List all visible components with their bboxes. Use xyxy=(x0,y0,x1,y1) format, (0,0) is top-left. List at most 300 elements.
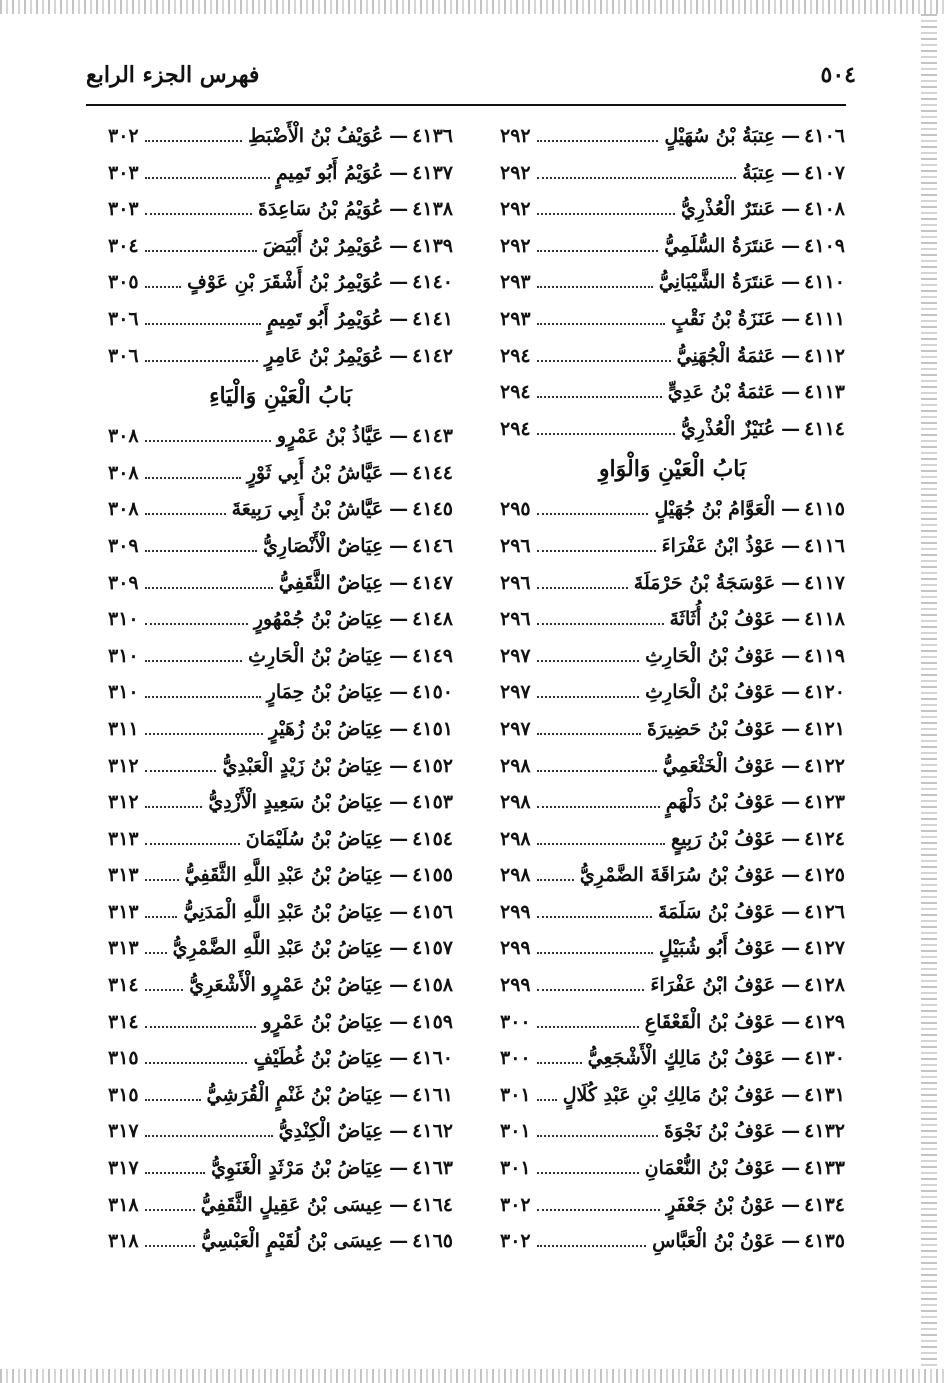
entry-number: ٤١٢٨ xyxy=(804,974,845,997)
index-entry xyxy=(108,191,453,228)
dot-leader xyxy=(145,733,263,735)
entry-page: ٢٩٤ xyxy=(500,417,531,440)
entry-name: عَوْفُ بْنُ سُرَاقَةَ الضَّمْرِيُّ xyxy=(579,864,776,887)
dot-leader xyxy=(537,396,662,398)
index-entry xyxy=(108,455,453,492)
entry-number: ٤١١٨ xyxy=(804,608,845,631)
entry-name: عِيَاضٌ الْأَنْصَارِيُّ xyxy=(263,534,384,557)
entry-name: عِيَاضُ بْنُ الْحَارِثِ xyxy=(248,644,384,667)
dot-leader xyxy=(537,916,652,918)
header-rule xyxy=(86,104,846,106)
dot-leader xyxy=(537,550,656,552)
index-entry xyxy=(500,1223,845,1260)
entry-number: ٤١١١ xyxy=(804,307,845,330)
entry-page: ٣١٨ xyxy=(108,1193,139,1216)
index-entry xyxy=(108,1113,453,1150)
entry-name: عِتبَةُ بْنُ سُهَيْلٍ xyxy=(664,125,776,147)
entry-page: ٣١٠ xyxy=(108,644,139,667)
entry-page: ٢٩٨ xyxy=(500,827,531,850)
dot-leader xyxy=(145,623,248,625)
entry-dash: — xyxy=(781,271,801,294)
entry-number: ٤١٥٧ xyxy=(412,937,453,960)
entry-name: عَوْفُ ابْنُ عَفْرَاءَ xyxy=(650,974,776,997)
index-entry xyxy=(108,118,453,155)
dot-leader xyxy=(537,323,666,325)
index-entry xyxy=(108,638,453,675)
entry-dash: — xyxy=(781,644,801,667)
entry-name: عَوْفُ بْنُ مَالِكٍ الْأَشْجَعِيُّ xyxy=(587,1047,776,1070)
index-entry xyxy=(500,1040,845,1077)
entry-page: ٢٩٨ xyxy=(500,754,531,777)
entry-page: ٢٩٨ xyxy=(500,864,531,887)
page-number: ٥٠٤ xyxy=(820,62,856,88)
entry-name: عِيَاضُ بْنُ عَبْدِ اللَّهِ الثَّقَفِيُّ xyxy=(184,864,384,887)
entry-number: ٤١٤٩ xyxy=(412,644,453,667)
entry-page: ٣٠٠ xyxy=(500,1047,531,1070)
index-entry xyxy=(500,155,845,192)
entry-dash: — xyxy=(781,344,801,367)
entry-number: ٤١٣٥ xyxy=(804,1230,845,1253)
entry-page: ٣١٤ xyxy=(108,974,139,997)
index-entry xyxy=(500,711,845,748)
index-entry xyxy=(108,1040,453,1077)
entry-dash: — xyxy=(781,791,801,814)
section-heading: بَابُ الْعَيْنِ وَالْوَاوِ xyxy=(598,456,747,483)
entry-dash: — xyxy=(781,608,801,631)
index-entry xyxy=(108,264,453,301)
dot-leader xyxy=(145,1026,257,1028)
index-entry xyxy=(108,1150,453,1187)
index-entry xyxy=(108,711,453,748)
index-entry xyxy=(500,674,845,711)
dot-leader xyxy=(145,989,184,991)
index-entry xyxy=(500,264,845,301)
entry-name: عُوَيْمُ بْنُ سَاعِدَةَ xyxy=(258,198,384,221)
entry-page: ٣١٣ xyxy=(108,937,139,960)
index-entry xyxy=(500,191,845,228)
entry-dash: — xyxy=(781,381,801,404)
index-entry xyxy=(108,674,453,711)
dot-leader xyxy=(537,286,653,288)
entry-dash: — xyxy=(389,1120,409,1143)
entry-page: ٢٩٧ xyxy=(500,717,531,740)
entry-dash: — xyxy=(781,1120,801,1143)
dot-leader xyxy=(145,1245,196,1247)
entry-name: عَنتَرٌ الْعُذْرِيُّ xyxy=(681,198,776,221)
entry-number: ٤١٤٤ xyxy=(412,461,453,484)
index-entry xyxy=(108,894,453,931)
entry-dash: — xyxy=(389,681,409,704)
dot-leader xyxy=(537,1026,639,1028)
entry-number: ٤١١٠ xyxy=(804,271,845,294)
entry-page: ٣٠١ xyxy=(500,1120,531,1143)
entry-page: ٢٩٥ xyxy=(500,498,531,521)
index-entry xyxy=(108,301,453,338)
entry-page: ٢٩٩ xyxy=(500,974,531,997)
entry-name: عَوْفُ بْنُ الْحَارِثِ xyxy=(645,644,776,667)
index-entry xyxy=(108,528,453,565)
index-entry xyxy=(108,601,453,638)
entry-dash: — xyxy=(781,900,801,923)
entry-number: ٤١٢٣ xyxy=(804,791,845,814)
entry-dash: — xyxy=(389,234,409,257)
entry-dash: — xyxy=(389,1193,409,1216)
dot-leader xyxy=(145,916,178,918)
index-entry xyxy=(108,338,453,375)
index-entry xyxy=(500,967,845,1004)
index-entry xyxy=(500,784,845,821)
entry-name: عِيَاضُ بْنُ زُهَيْرٍ xyxy=(268,717,384,740)
entry-number: ٤١٥٤ xyxy=(412,827,453,850)
index-entry xyxy=(500,528,845,565)
entry-number: ٤١٣٩ xyxy=(412,234,453,257)
entry-dash: — xyxy=(781,125,801,147)
dot-leader xyxy=(537,1135,658,1137)
entry-name: عِيسَى بْنُ عَقِيلٍ الثَّقَفِيُّ xyxy=(200,1193,384,1216)
entry-dash: — xyxy=(389,937,409,960)
entry-dash: — xyxy=(389,498,409,521)
entry-name: عَيَّاشُ بْنُ أَبِي رَبِيعَةَ xyxy=(231,498,384,521)
entry-dash: — xyxy=(389,1010,409,1033)
entry-number: ٤١٥٩ xyxy=(412,1010,453,1033)
dot-leader xyxy=(145,879,179,881)
entry-number: ٤١٢٠ xyxy=(804,681,845,704)
entry-dash: — xyxy=(389,1157,409,1180)
entry-number: ٤١٣٦ xyxy=(412,125,453,147)
entry-dash: — xyxy=(389,198,409,221)
entry-name: عُوَيْمِرُ أَبُو تَمِيمٍ xyxy=(267,307,384,330)
entry-name: عَنَزَةُ بْنُ نَقْبٍ xyxy=(671,307,776,330)
entry-number: ٤١٣٣ xyxy=(804,1157,845,1180)
entry-name: عِيَاضُ بْنُ عَبْدِ اللَّهِ الضَّمْرِيُّ xyxy=(172,937,384,960)
entry-number: ٤١٦١ xyxy=(412,1083,453,1106)
entry-number: ٤١٥٠ xyxy=(412,681,453,704)
index-entry xyxy=(108,930,453,967)
entry-page: ٣٠٠ xyxy=(500,1010,531,1033)
dot-leader xyxy=(537,733,641,735)
entry-number: ٤١٤٠ xyxy=(412,271,453,294)
entry-dash: — xyxy=(389,608,409,631)
entry-name: عِيَاضُ بْنُ زَيْدٍ الْعَبْدِيُّ xyxy=(222,754,384,777)
entry-name: عِيَاضٌ الثَّقَفِيُّ xyxy=(278,571,384,594)
entry-number: ٤١١٣ xyxy=(804,381,845,404)
entry-name: عِيَاضٌ الْكِنْدِيُّ xyxy=(278,1120,384,1143)
index-entry xyxy=(500,930,845,967)
entry-page: ٢٩٨ xyxy=(500,791,531,814)
index-entry xyxy=(500,601,845,638)
dot-leader xyxy=(145,177,270,179)
index-entry xyxy=(500,1077,845,1114)
dot-leader xyxy=(145,140,242,142)
entry-page: ٣٠٥ xyxy=(108,271,139,294)
dot-leader xyxy=(145,696,261,698)
dot-leader xyxy=(145,1209,195,1211)
index-entry xyxy=(108,784,453,821)
entry-page: ٣٠٦ xyxy=(108,307,139,330)
entry-page: ٣٠٩ xyxy=(108,571,139,594)
dot-leader xyxy=(537,1062,582,1064)
dot-leader xyxy=(537,1209,660,1211)
entry-page: ٣٠٢ xyxy=(500,1193,531,1216)
entry-name: عِيَاضُ بْنُ عَمْرٍو xyxy=(262,1010,384,1033)
entry-name: عُوَيْمِرُ بْنُ عَامِرٍ xyxy=(264,344,384,367)
index-entry xyxy=(500,338,845,375)
entry-name: عِيَاضُ بْنُ مَرْثَدٍ الْغَنَوِيُّ xyxy=(211,1157,384,1180)
dot-leader xyxy=(145,952,167,954)
entry-name: عِتبَةُ xyxy=(742,161,776,184)
entry-number: ٤١١٧ xyxy=(804,571,845,594)
entry-number: ٤١٢٢ xyxy=(804,754,845,777)
index-entry xyxy=(108,1004,453,1041)
entry-dash: — xyxy=(781,198,801,221)
entry-name: عَوْسَجَةُ بْنُ حَرْمَلَةَ xyxy=(633,571,776,594)
entry-number: ٤١٤٢ xyxy=(412,344,453,367)
entry-number: ٤١٤٥ xyxy=(412,498,453,521)
page-header xyxy=(86,56,856,96)
dot-leader xyxy=(537,623,664,625)
entry-number: ٤١٠٦ xyxy=(804,125,845,147)
entry-page: ٢٩٤ xyxy=(500,344,531,367)
index-entry xyxy=(108,1187,453,1224)
entry-page: ٣٠٩ xyxy=(108,534,139,557)
dot-leader xyxy=(537,952,653,954)
entry-number: ٤١٢٥ xyxy=(804,864,845,887)
entry-page: ٢٩٢ xyxy=(500,198,531,221)
entry-name: عَثمَةُ بْنُ عَدِيٍّ xyxy=(667,381,776,404)
index-entry xyxy=(108,1223,453,1260)
entry-name: عَوْفُ بْنُ الْقَعْقَاعِ xyxy=(644,1010,776,1033)
dot-leader xyxy=(145,213,253,215)
entry-dash: — xyxy=(781,1010,801,1033)
dot-leader xyxy=(537,660,640,662)
entry-name: عَنتَرَةُ الشَّيْبَانِيُّ xyxy=(658,271,776,294)
entry-name: عَوْفُ بْنُ أُثَاثَةَ xyxy=(669,608,776,631)
entry-dash: — xyxy=(389,461,409,484)
dot-leader xyxy=(537,696,640,698)
entry-number: ٤١٣٢ xyxy=(804,1120,845,1143)
index-entry xyxy=(500,1004,845,1041)
entry-number: ٤١٦٠ xyxy=(412,1047,453,1070)
index-entry xyxy=(500,1187,845,1224)
dot-leader xyxy=(537,213,675,215)
entry-page: ٣٠١ xyxy=(500,1083,531,1106)
dot-leader xyxy=(537,433,675,435)
dot-leader xyxy=(537,250,659,252)
entry-dash: — xyxy=(781,417,801,440)
entry-dash: — xyxy=(389,344,409,367)
entry-number: ٤١٣٠ xyxy=(804,1047,845,1070)
entry-dash: — xyxy=(389,900,409,923)
entry-dash: — xyxy=(389,571,409,594)
dot-leader xyxy=(145,440,271,442)
entry-dash: — xyxy=(389,717,409,740)
entry-number: ٤١٢٩ xyxy=(804,1010,845,1033)
entry-name: عَوْفُ بْنُ مَالِكِ بْنِ عَبْدِ كُلَالٍ xyxy=(562,1083,776,1106)
dot-leader xyxy=(537,843,665,845)
entry-dash: — xyxy=(781,754,801,777)
index-entry xyxy=(500,748,845,785)
entry-dash: — xyxy=(781,1193,801,1216)
entry-name: عَوْفُ أَبُو شُبَيْلٍ xyxy=(658,937,776,960)
entry-dash: — xyxy=(781,534,801,557)
entry-name: عِيَاضُ بْنُ غُطَيْفٍ xyxy=(253,1047,384,1070)
entry-dash: — xyxy=(389,754,409,777)
dot-leader xyxy=(537,1245,647,1247)
entry-page: ٢٩٢ xyxy=(500,125,531,147)
entry-page: ٣٠٤ xyxy=(108,234,139,257)
entry-number: ٤١٤٨ xyxy=(412,608,453,631)
entry-dash: — xyxy=(781,1047,801,1070)
entry-number: ٤١٣٤ xyxy=(804,1193,845,1216)
border-top xyxy=(0,0,945,14)
entry-page: ٣١١ xyxy=(108,717,139,740)
entry-page: ٣٠٨ xyxy=(108,425,139,448)
entry-name: عِيَاضُ بْنُ سُلَيْمَانَ xyxy=(245,827,384,850)
entry-page: ٢٩٩ xyxy=(500,900,531,923)
entry-name: عَوْفُ بْنُ دَلْهَمٍ xyxy=(665,791,776,814)
index-entry xyxy=(500,1150,845,1187)
entry-number: ٤١١٥ xyxy=(804,498,845,521)
index-entry xyxy=(500,894,845,931)
entry-name: عَيَّاذُ بْنُ عَمْرٍو xyxy=(276,425,384,448)
entry-page: ٣١٣ xyxy=(108,900,139,923)
entry-name: عَوْفُ بْنُ الْحَارِثِ xyxy=(645,681,776,704)
entry-page: ٣٠٢ xyxy=(108,125,139,147)
entry-dash: — xyxy=(389,534,409,557)
entry-page: ٢٩٢ xyxy=(500,234,531,257)
entry-number: ٤١٥٦ xyxy=(412,900,453,923)
index-entry xyxy=(108,491,453,528)
entry-page: ٣٠٣ xyxy=(108,161,139,184)
entry-dash: — xyxy=(389,307,409,330)
dot-leader xyxy=(537,1172,639,1174)
entry-number: ٤١٦٣ xyxy=(412,1157,453,1180)
entry-page: ٢٩٢ xyxy=(500,161,531,184)
index-entry xyxy=(108,418,453,455)
entry-dash: — xyxy=(781,1157,801,1180)
entry-number: ٤١٦٢ xyxy=(412,1120,453,1143)
index-entry xyxy=(500,1113,845,1150)
index-entry xyxy=(108,228,453,265)
entry-name: عَوْفُ بْنُ حَضِيرَةَ xyxy=(646,717,776,740)
entry-name: عَوْذُ ابْنُ عَفْرَاءَ xyxy=(661,534,776,557)
entry-dash: — xyxy=(389,864,409,887)
dot-leader xyxy=(537,770,657,772)
index-entry xyxy=(108,857,453,894)
entry-page: ٢٩٣ xyxy=(500,307,531,330)
index-column-right xyxy=(500,118,845,1260)
entry-dash: — xyxy=(781,974,801,997)
entry-page: ٢٩٣ xyxy=(500,271,531,294)
entry-number: ٤١٠٧ xyxy=(804,161,845,184)
entry-name: عِيَاضُ بْنُ سَعِيدٍ الْأَزْدِيُّ xyxy=(208,791,384,814)
index-entry xyxy=(108,821,453,858)
entry-dash: — xyxy=(781,498,801,521)
index-entry xyxy=(108,155,453,192)
entry-name: عَثمَةُ الْجُهَنِيُّ xyxy=(676,344,776,367)
index-entry xyxy=(500,491,845,528)
entry-name: عَوْفُ بْنُ نَجْوَةَ xyxy=(664,1120,776,1143)
index-entry xyxy=(500,821,845,858)
index-entry xyxy=(500,374,845,411)
entry-number: ٤١٢٧ xyxy=(804,937,845,960)
entry-dash: — xyxy=(781,827,801,850)
entry-number: ٤١١٩ xyxy=(804,644,845,667)
entry-name: عُنَيْزٌ الْعُذْرِيُّ xyxy=(681,417,776,440)
entry-page: ٣١٧ xyxy=(108,1120,139,1143)
index-entry xyxy=(108,748,453,785)
entry-name: عَوْفُ الْخَثْعَمِيُّ xyxy=(662,754,776,777)
index-entry xyxy=(108,1077,453,1114)
entry-page: ٣٠١ xyxy=(500,1157,531,1180)
entry-name: عُوَيْمُ أَبُو تَمِيمٍ xyxy=(275,161,384,184)
entry-name: عُوَيْمِرُ بْنُ أَشْقَرَ بْنِ عَوْفٍ xyxy=(187,271,384,294)
entry-dash: — xyxy=(389,1230,409,1253)
entry-dash: — xyxy=(781,1230,801,1253)
entry-page: ٣١٥ xyxy=(108,1083,139,1106)
entry-number: ٤١٥١ xyxy=(412,717,453,740)
entry-page: ٣٠٢ xyxy=(500,1230,531,1253)
entry-name: عِيَاضُ بْنُ عَمْرٍو الْأَشْعَرِيُّ xyxy=(189,974,384,997)
entry-page: ٣٠٨ xyxy=(108,461,139,484)
entry-name: عَوْفُ بْنُ رَبِيعٍ xyxy=(671,827,776,850)
dot-leader xyxy=(537,806,660,808)
index-entry xyxy=(500,565,845,602)
entry-page: ٣١٧ xyxy=(108,1157,139,1180)
entry-name: عِيَاضُ بْنُ غَنْمٍ الْقُرَشِيُّ xyxy=(206,1083,384,1106)
running-title: فهرس الجزء الرابع xyxy=(86,62,260,88)
entry-page: ٣٠٨ xyxy=(108,498,139,521)
entry-number: ٤١٦٤ xyxy=(412,1193,453,1216)
entry-name: عَنتَرَةُ السُّلَمِيُّ xyxy=(664,234,776,257)
index-entry xyxy=(500,301,845,338)
entry-dash: — xyxy=(389,791,409,814)
entry-dash: — xyxy=(781,571,801,594)
index-entry xyxy=(108,967,453,1004)
dot-leader xyxy=(145,286,182,288)
entry-dash: — xyxy=(389,125,409,147)
dot-leader xyxy=(145,770,217,772)
border-right xyxy=(921,14,937,1369)
dot-leader xyxy=(537,879,574,881)
entry-dash: — xyxy=(781,937,801,960)
dot-leader xyxy=(537,1099,557,1101)
entry-name: الْعَوَّامُ بْنُ جُهَيْلٍ xyxy=(654,498,776,521)
entry-number: ٤١٣٧ xyxy=(412,161,453,184)
entry-dash: — xyxy=(389,161,409,184)
entry-number: ٤١٣٨ xyxy=(412,198,453,221)
entry-name: عَوْفُ بْنُ سَلَمَةَ xyxy=(657,900,776,923)
entry-number: ٤١٦٥ xyxy=(412,1230,453,1253)
entry-page: ٢٩٩ xyxy=(500,937,531,960)
dot-leader xyxy=(145,323,261,325)
entry-page: ٣١٣ xyxy=(108,827,139,850)
entry-page: ٢٩٦ xyxy=(500,608,531,631)
entry-number: ٤١٥٥ xyxy=(412,864,453,887)
entry-page: ٣١٢ xyxy=(108,754,139,777)
entry-dash: — xyxy=(781,307,801,330)
entry-dash: — xyxy=(389,827,409,850)
index-entry xyxy=(500,411,845,448)
entry-dash: — xyxy=(389,425,409,448)
dot-leader xyxy=(145,477,241,479)
entry-page: ٣١٨ xyxy=(108,1230,139,1253)
entry-page: ٣٠٦ xyxy=(108,344,139,367)
index-entry xyxy=(500,857,845,894)
entry-name: عَوْنُ بْنُ جَعْفَرٍ xyxy=(666,1193,776,1216)
entry-name: عَوْفُ بْنُ النُّعْمَانِ xyxy=(644,1157,776,1180)
index-column-left xyxy=(108,118,453,1260)
